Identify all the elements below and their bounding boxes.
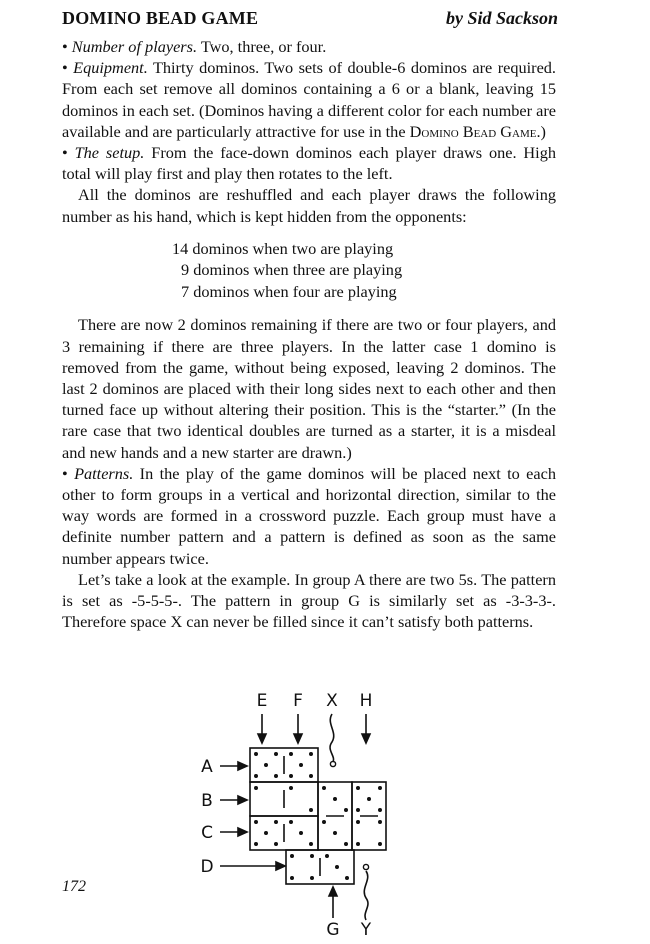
label-h: H xyxy=(359,691,373,711)
down-arrows xyxy=(258,714,370,743)
label-c: C xyxy=(201,823,213,843)
label-f: F xyxy=(293,691,303,711)
label-d: D xyxy=(200,857,214,877)
equipment-paragraph: • Equipment. Thirty dominos. Two sets of double-6 dominos are required. From each set remove all dominos containing a 6 or a blank, leaving 15 dominos in each set. (Dominos having a different color for each number are available and are particularly attractive for use in the Domino Bead Game.) xyxy=(62,58,557,141)
y-squiggle-end xyxy=(363,864,368,869)
body-text xyxy=(62,36,556,632)
label-x: X xyxy=(326,691,338,711)
equipment-text: Thirty dominos. Two sets of double-6 dominos are required. From each set remove all dominos containing a 6 or a blank, leaving 15 dominos in each set. (Dominos having a different color for each number are available and are particularly attractive for use in the xyxy=(62,58,557,141)
patterns-paragraph: • Patterns. In the play of the game dominos will be placed next to each other to form groups in a vertical and horizontal direction, similar to the way words are formed in a crossword puzzle. Each group must have a definite number pattern and a pattern is defined as soon as the same number appears twice. xyxy=(62,463,556,568)
example-paragraph: Let’s take a look at the example. In group A there are two 5s. The pattern is set as -5-5-5-. The pattern in group G is similarly set as -3-3-3-. Therefore space X can never be filled since it can’t satisfy both patterns. xyxy=(62,569,556,632)
setup-paragraph: • The setup. From the face-down dominos each player draws one. High total will play first and play then rotates to the left. xyxy=(62,143,556,184)
up-arrow-g xyxy=(329,887,337,918)
label-b: B xyxy=(201,791,213,811)
label-a: A xyxy=(201,757,213,777)
hand-size-list xyxy=(62,238,556,303)
x-squiggle-arrow xyxy=(330,714,334,762)
patterns-text: In the play of the game dominos will be placed next to each other to form groups in a vertical and horizontal direction, similar to the way words are formed in a crossword puzzle. Each group must have a definite number pattern and a pattern is defined as soon as the same number appears twice. xyxy=(62,463,556,568)
hand-size-item: 9 dominos when three are playing xyxy=(181,260,403,280)
running-header xyxy=(62,8,558,32)
players-text: Two, three, or four. xyxy=(197,37,327,56)
author-credit: by Sid Sackson xyxy=(445,8,558,28)
label-g: G xyxy=(326,920,340,938)
domino-grid xyxy=(250,748,386,884)
y-squiggle-arrow xyxy=(364,871,368,920)
remaining-paragraph: There are now 2 dominos remaining if there are two or four players, and 3 remaining if there are three players. In the latter case 1 domino is removed from the game, without being exposed, leaving 2 dominos. The last 2 dominos are placed with their long sides next to each other and then turned face up without altering their position. This is the “starter.” (In the rare case that two identical doubles are turned as a starter, it is a misdeal and new hands and a new starter are drawn.) xyxy=(62,315,556,462)
equipment-lead: Equipment. xyxy=(73,58,148,78)
players-paragraph: • Number of players. Two, three, or four. xyxy=(62,37,327,56)
setup-lead: The setup. xyxy=(74,143,145,163)
equipment-text-end: .) xyxy=(536,121,546,141)
hand-size-item: 7 dominos when four are playing xyxy=(181,281,397,301)
players-lead: Number of players. xyxy=(71,37,198,56)
chapter-title: DOMINO BEAD GAME xyxy=(62,8,259,28)
label-e: E xyxy=(256,691,268,711)
hand-size-item: 14 dominos when two are playing xyxy=(172,238,394,258)
game-name: Domino Bead Game xyxy=(409,121,537,141)
reshuffle-paragraph: All the dominos are reshuffled and each player draws the following number as his hand, which is kept hidden from the opponents: xyxy=(62,185,556,226)
label-y: Y xyxy=(360,920,372,938)
setup-text: From the face-down dominos each player draws one. High total will play first and play then rotates to the left. xyxy=(62,143,556,184)
page-number: 172 xyxy=(62,878,86,895)
domino-diagram xyxy=(190,688,400,938)
x-squiggle-end xyxy=(330,761,335,766)
patterns-lead: Patterns. xyxy=(74,463,134,483)
